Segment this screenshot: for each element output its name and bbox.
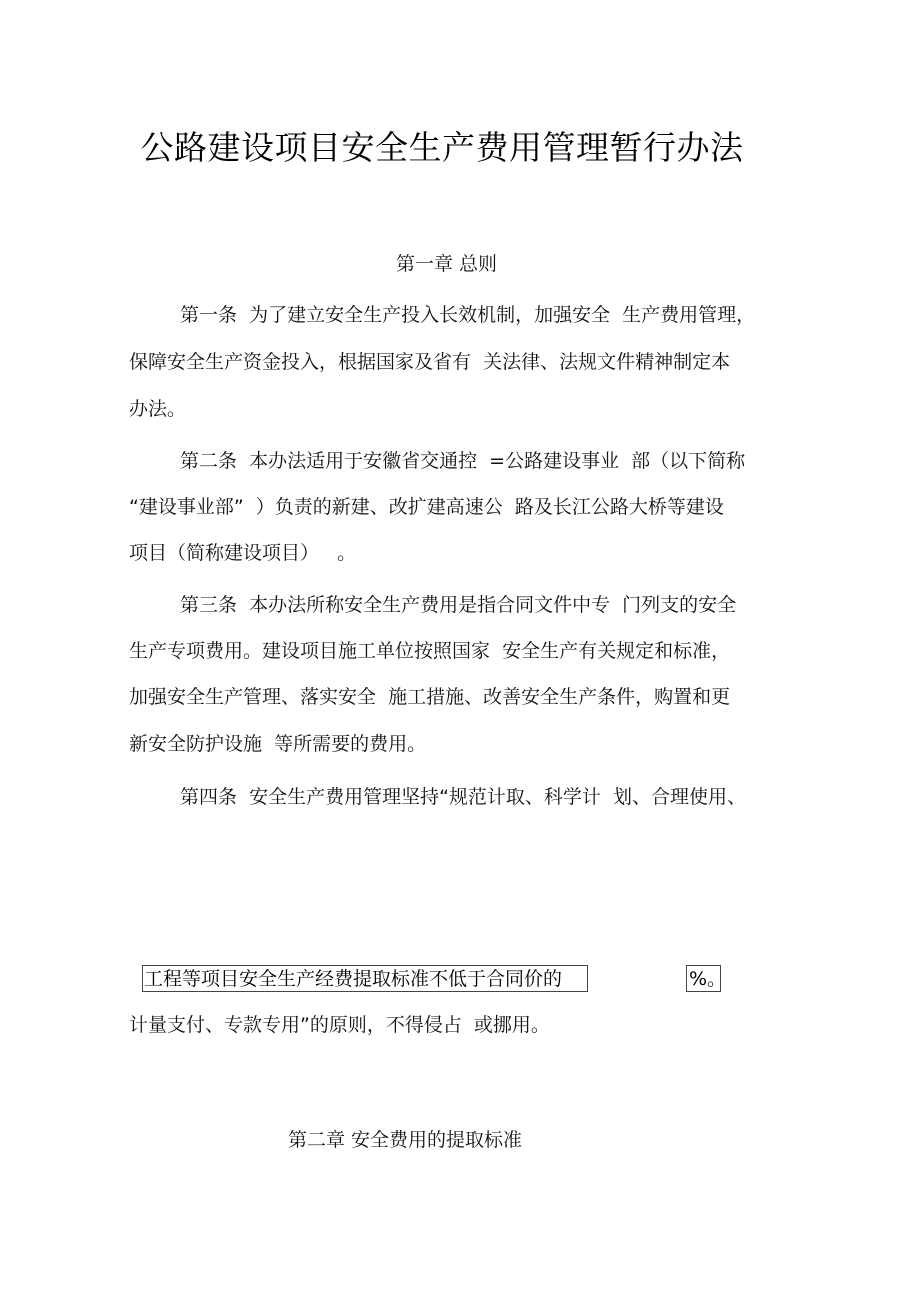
article-2-line-2: “建设事业部” ）负责的新建、改扩建高速公 路及长江公路大桥等建设 xyxy=(129,496,724,518)
article-3-line-3: 加强安全生产管理、落实安全 施工措施、改善安全生产条件，购置和更 xyxy=(129,686,731,708)
article-3-line-4: 新安全防护设施 等所需要的费用。 xyxy=(129,733,427,755)
article-4-continued: 计量支付、专款专用”的原则，不得侵占 或挪用。 xyxy=(129,1014,550,1036)
article-1-line-3: 办法。 xyxy=(129,398,187,420)
document-title: 公路建设项目安全生产费用管理暂行办法 xyxy=(140,128,744,167)
boxed-percent: %。 xyxy=(686,965,721,992)
article-2-line-1: 第二条 本办法适用于安徽省交通控 =公路建设事业 部（以下简称 xyxy=(180,450,746,472)
article-4-line-1: 第四条 安全生产费用管理坚持“规范计取、科学计 划、合理使用、 xyxy=(180,786,747,808)
chapter-1-heading: 第一章 总则 xyxy=(396,253,498,275)
article-1-line-1: 第一条 为了建立安全生产投入长效机制，加强安全 生产费用管理， xyxy=(180,304,756,326)
article-2-line-3: 项目（简称建设项目） 。 xyxy=(129,542,357,564)
chapter-2-heading: 第二章 安全费用的提取标准 xyxy=(288,1129,523,1151)
article-3-line-1: 第三条 本办法所称安全生产费用是指合同文件中专 门列支的安全 xyxy=(180,594,737,616)
article-3-line-2: 生产专项费用。建设项目施工单位按照国家 安全生产有关规定和标准， xyxy=(129,640,731,662)
article-1-line-2: 保障安全生产资金投入，根据国家及省有 关法律、法规文件精神制定本 xyxy=(129,351,731,373)
boxed-text-standard: 工程等项目安全生产经费提取标准不低于合同价的 xyxy=(142,965,588,992)
